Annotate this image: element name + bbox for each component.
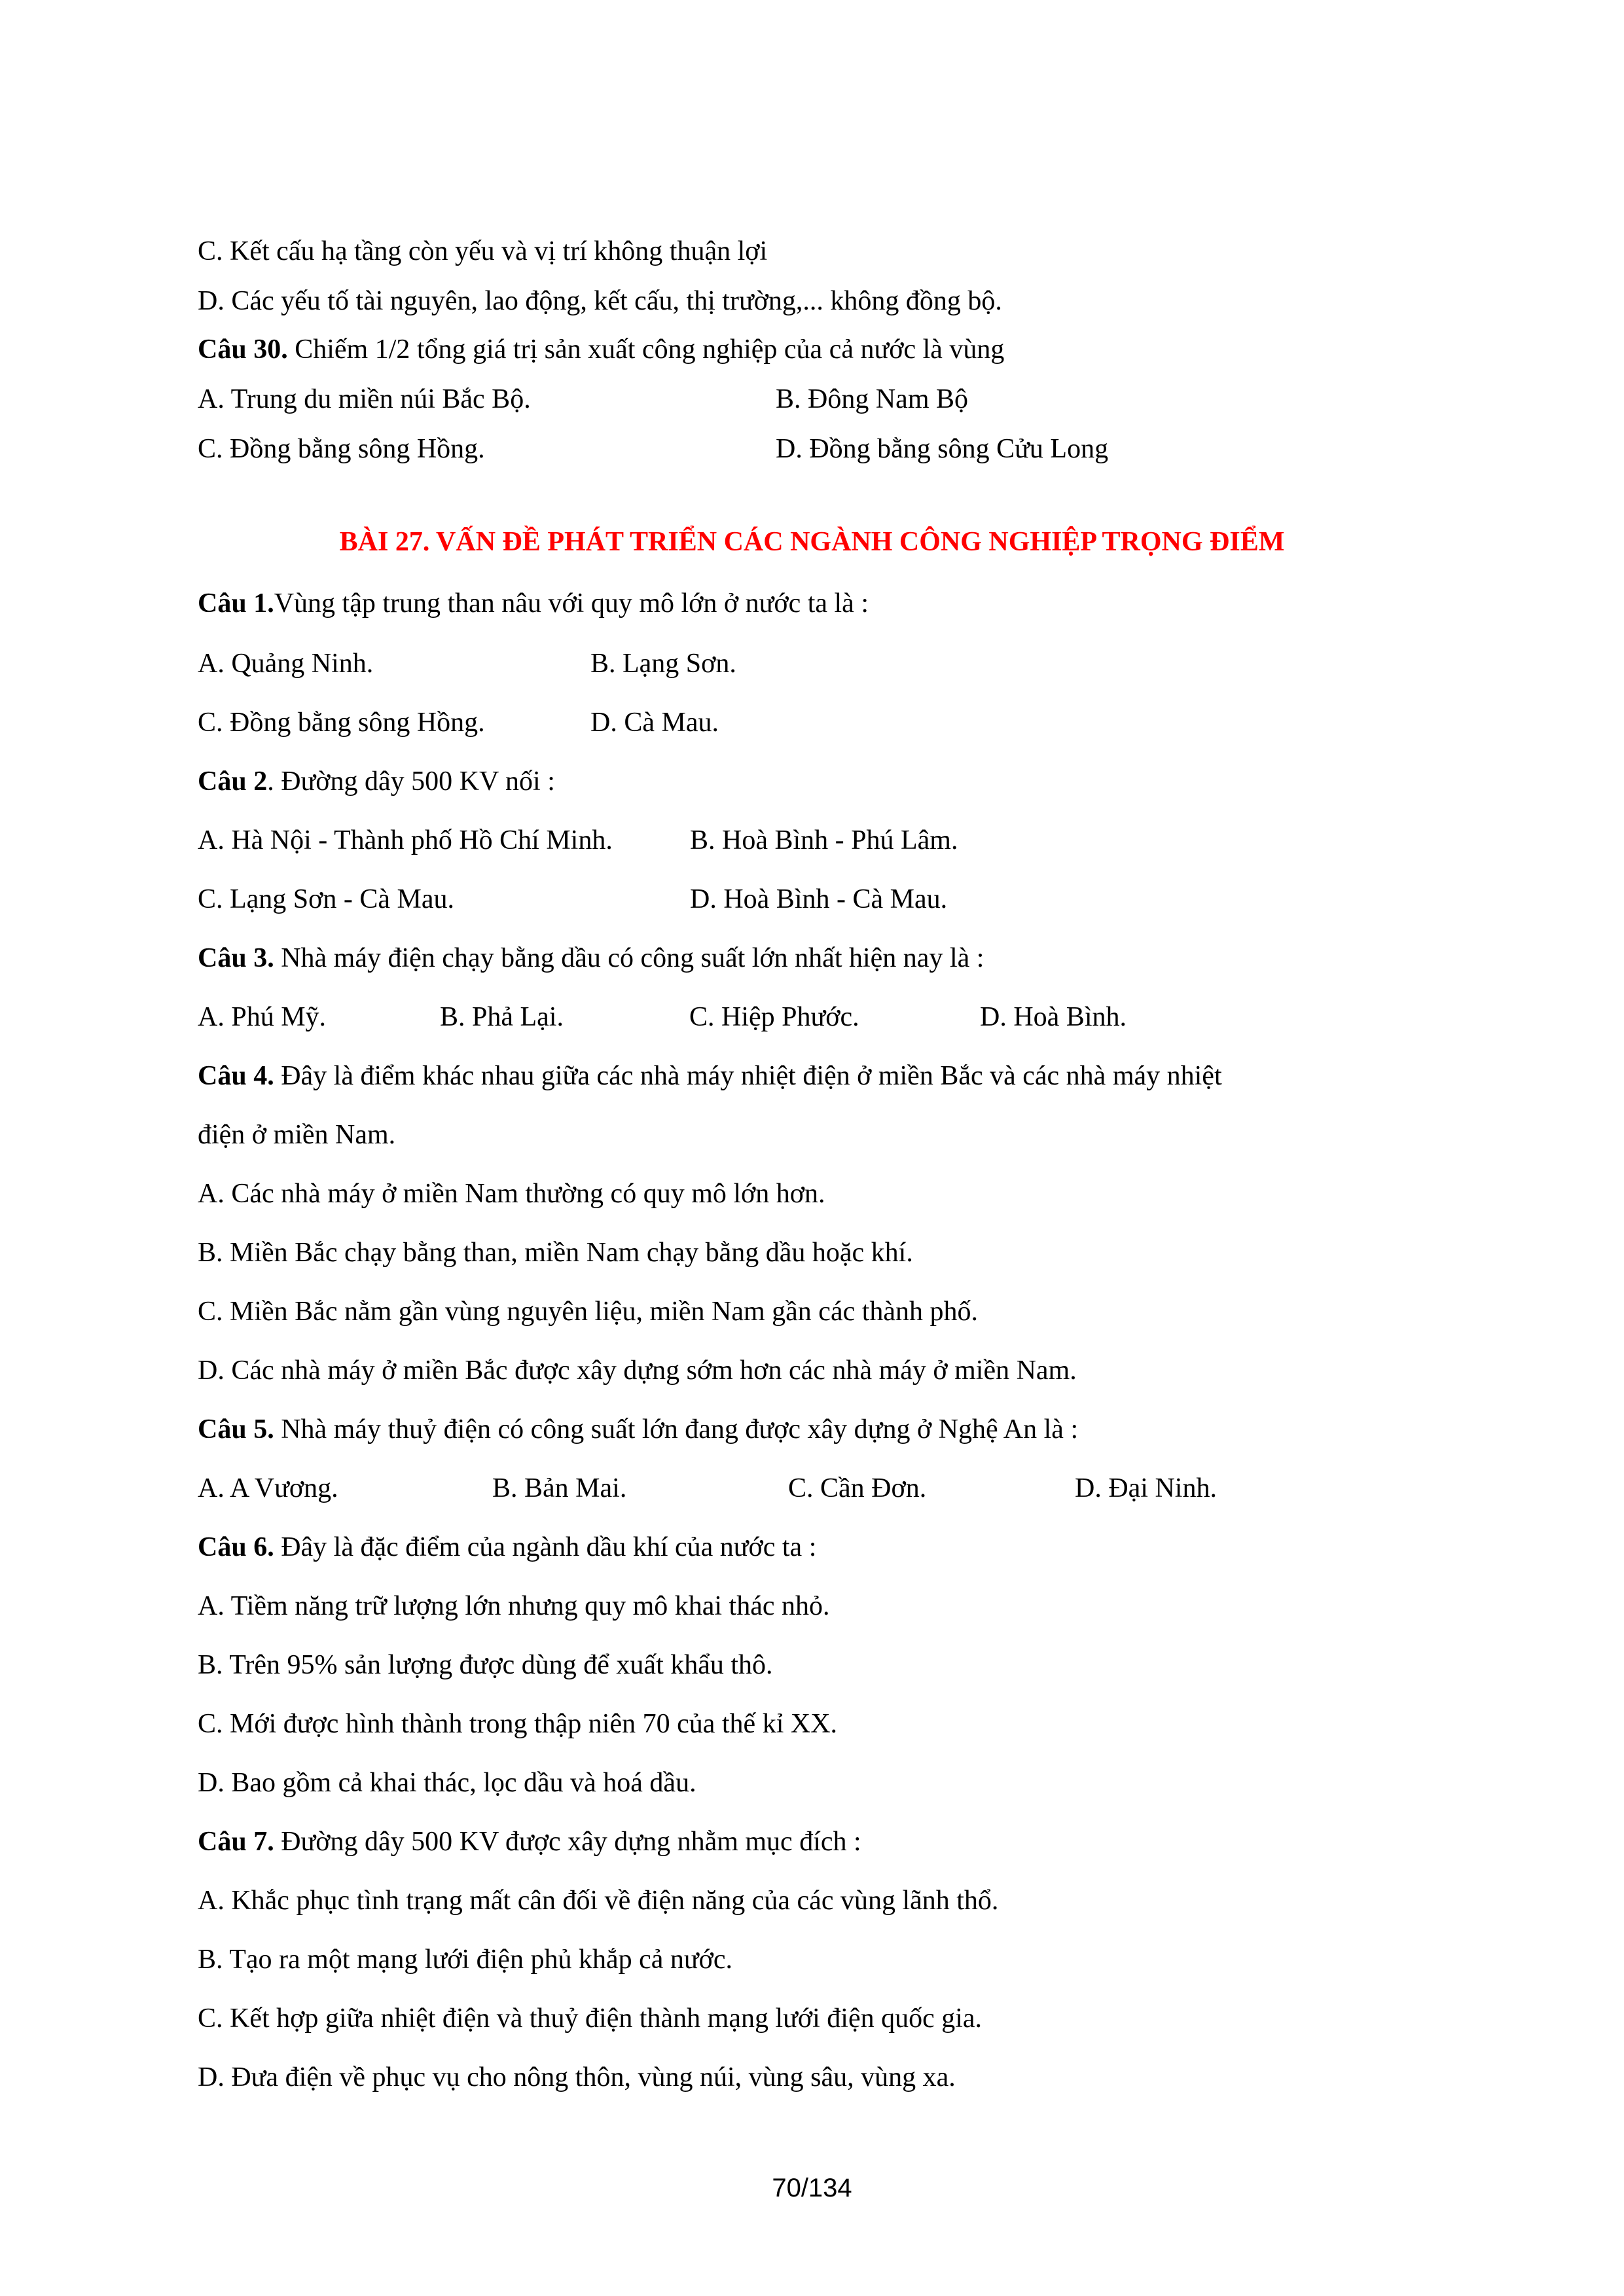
page-number: 70/134 <box>772 2174 852 2202</box>
q1-option-c: C. Đồng bằng sông Hồng. <box>198 708 485 738</box>
question-label: Câu 7. <box>198 1827 274 1857</box>
q2-option-c: C. Lạng Sơn - Cà Mau. <box>198 884 455 914</box>
question-1 <box>198 586 869 620</box>
question-text: Nhà máy điện chạy bằng dầu có công suất lớn nhất hiện nay là : <box>274 943 984 973</box>
question-text: . Đường dây 500 KV nối : <box>267 766 555 797</box>
question-3 <box>198 941 984 975</box>
question-4-continued: điện ở miền Nam. <box>198 1120 396 1150</box>
question-4 <box>198 1059 1222 1093</box>
q2-option-b: B. Hoà Bình - Phú Lâm. <box>690 825 958 855</box>
q5-option-a: A. A Vương. <box>198 1473 338 1503</box>
q7-option-c: C. Kết hợp giữa nhiệt điện và thuỷ điện thành mạng lưới điện quốc gia. <box>198 2003 983 2034</box>
q1-option-b: B. Lạng Sơn. <box>590 649 736 679</box>
question-label: Câu 2 <box>198 766 268 797</box>
question-label: Câu 30. <box>198 334 288 365</box>
question-text: Nhà máy thuỷ điện có công suất lớn đang được xây dựng ở Nghệ An là : <box>274 1414 1079 1444</box>
q4-option-b: B. Miền Bắc chạy bằng than, miền Nam chạy bằng dầu hoặc khí. <box>198 1238 913 1268</box>
q3-option-d: D. Hoà Bình. <box>980 1002 1127 1032</box>
question-text: Chiếm 1/2 tổng giá trị sản xuất công nghiệp của cả nước là vùng <box>287 334 1005 365</box>
section-title: BÀI 27. VẤN ĐỀ PHÁT TRIỂN CÁC NGÀNH CÔNG NGHIỆP TRỌNG ĐIỂM <box>339 527 1285 557</box>
question-label: Câu 4. <box>198 1061 274 1091</box>
question-label: Câu 5. <box>198 1414 274 1444</box>
q6-option-b: B. Trên 95% sản lượng được dùng để xuất khẩu thô. <box>198 1650 773 1680</box>
question-7 <box>198 1825 861 1859</box>
q1-option-d: D. Cà Mau. <box>590 708 719 738</box>
q30-option-d: D. Đồng bằng sông Cửu Long <box>776 434 1109 464</box>
q5-option-c: C. Cần Đơn. <box>788 1473 927 1503</box>
q4-option-c: C. Miền Bắc nằm gần vùng nguyên liệu, miền Nam gần các thành phố. <box>198 1297 979 1327</box>
question-text: Đây là điểm khác nhau giữa các nhà máy nhiệt điện ở miền Bắc và các nhà máy nhiệt <box>274 1061 1222 1091</box>
q30-option-b: B. Đông Nam Bộ <box>776 384 968 414</box>
q30-option-c: C. Đồng bằng sông Hồng. <box>198 434 485 464</box>
question-label: Câu 3. <box>198 943 274 973</box>
q5-option-d: D. Đại Ninh. <box>1075 1473 1217 1503</box>
question-label: Câu 6. <box>198 1532 274 1562</box>
q5-option-b: B. Bản Mai. <box>492 1473 627 1503</box>
q6-option-a: A. Tiềm năng trữ lượng lớn nhưng quy mô khai thác nhỏ. <box>198 1591 830 1621</box>
question-2 <box>198 764 555 798</box>
question-text: Đường dây 500 KV được xây dựng nhằm mục đích : <box>274 1827 861 1857</box>
question-text: Đây là đặc điểm của ngành dầu khí của nước ta : <box>274 1532 817 1562</box>
question-label: Câu 1. <box>198 588 274 619</box>
q2-option-d: D. Hoà Bình - Cà Mau. <box>690 884 948 914</box>
question-6 <box>198 1530 816 1564</box>
question-5 <box>198 1412 1078 1446</box>
q4-option-a: A. Các nhà máy ở miền Nam thường có quy mô lớn hơn. <box>198 1179 825 1209</box>
q6-option-d: D. Bao gồm cả khai thác, lọc dầu và hoá dầu. <box>198 1768 696 1798</box>
q3-option-b: B. Phả Lại. <box>440 1002 564 1032</box>
q6-option-c: C. Mới được hình thành trong thập niên 70 của thế kỉ XX. <box>198 1709 838 1739</box>
q7-option-d: D. Đưa điện về phục vụ cho nông thôn, vùng núi, vùng sâu, vùng xa. <box>198 2062 956 2092</box>
q7-option-a: A. Khắc phục tình trạng mất cân đối về điện năng của các vùng lãnh thổ. <box>198 1886 999 1916</box>
prev-option-c: C. Kết cấu hạ tầng còn yếu và vị trí không thuận lợi <box>198 236 768 266</box>
q3-option-c: C. Hiệp Phước. <box>689 1002 859 1032</box>
q4-option-d: D. Các nhà máy ở miền Bắc được xây dựng sớm hơn các nhà máy ở miền Nam. <box>198 1355 1077 1386</box>
question-text: Vùng tập trung than nâu với quy mô lớn ở nước ta là : <box>274 588 869 619</box>
q3-option-a: A. Phú Mỹ. <box>198 1002 327 1032</box>
q7-option-b: B. Tạo ra một mạng lưới điện phủ khắp cả nước. <box>198 1945 732 1975</box>
question-30 <box>198 332 1004 367</box>
prev-option-d: D. Các yếu tố tài nguyên, lao động, kết cấu, thị trường,... không đồng bộ. <box>198 286 1002 316</box>
q2-option-a: A. Hà Nội - Thành phố Hồ Chí Minh. <box>198 825 613 855</box>
q1-option-a: A. Quảng Ninh. <box>198 649 374 679</box>
q30-option-a: A. Trung du miền núi Bắc Bộ. <box>198 384 531 414</box>
